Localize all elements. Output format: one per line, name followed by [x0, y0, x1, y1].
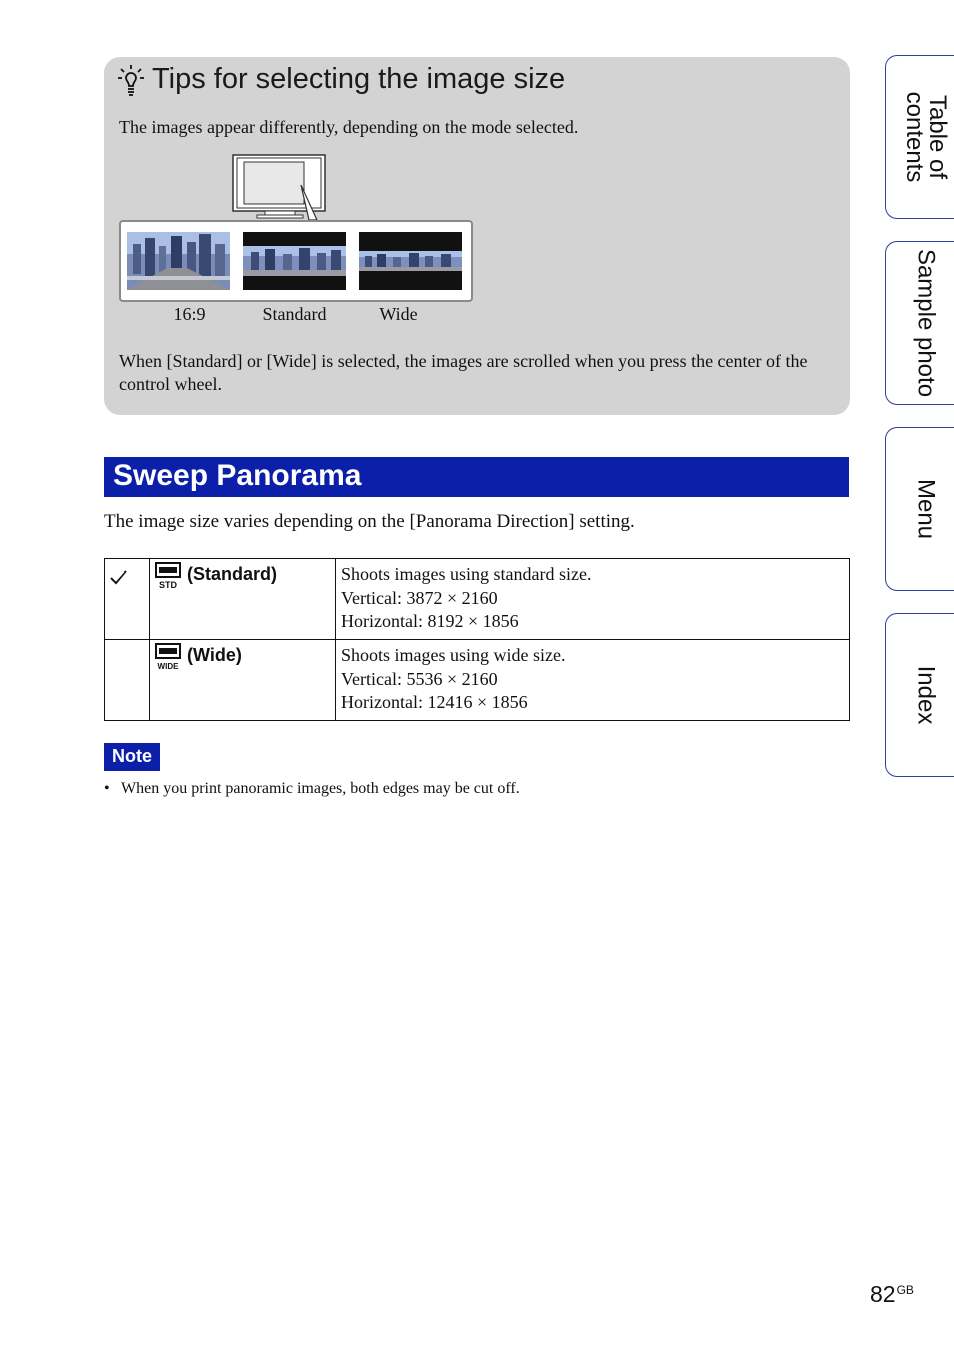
desc-line: Shoots images using standard size. — [341, 564, 592, 584]
panorama-std-icon-text: STD — [159, 580, 177, 590]
section-intro: The image size varies depending on the [Panorama Direction] setting. — [104, 511, 635, 532]
mode-description — [336, 640, 850, 721]
tab-menu[interactable] — [885, 427, 954, 591]
page-number-value: 82 — [870, 1281, 896, 1307]
mode-cell — [150, 559, 336, 640]
thumb-label-16-9: 16:9 — [173, 304, 206, 324]
thumb-label-standard: Standard — [262, 304, 327, 324]
thumb-label-wide: Wide — [379, 304, 418, 324]
desc-line: Horizontal: 12416 × 1856 — [341, 692, 528, 712]
desc-line: Vertical: 3872 × 2160 — [341, 587, 498, 608]
default-cell — [105, 640, 150, 721]
default-cell — [105, 559, 150, 640]
tab-label: Menu — [912, 478, 939, 540]
thumbnails-box — [119, 220, 473, 302]
tab-table-of-contents[interactable] — [885, 55, 954, 219]
table-row — [105, 559, 850, 640]
mode-description — [336, 559, 850, 640]
panorama-wide-icon-text: WIDE — [157, 662, 179, 671]
note-badge: Note — [104, 743, 160, 771]
desc-line: Shoots images using wide size. — [341, 645, 566, 665]
thumb-16-9 — [127, 232, 230, 290]
tab-label: Table of contents — [900, 91, 951, 183]
default-check-icon — [109, 567, 129, 587]
mode-cell — [150, 640, 336, 721]
tab-label: Index — [912, 665, 939, 725]
thumb-standard — [243, 232, 346, 290]
panorama-std-icon — [155, 562, 181, 590]
note-item — [104, 780, 520, 798]
page-number-suffix: GB — [896, 1283, 914, 1297]
thumb-wide — [359, 232, 462, 290]
lightbulb-icon — [118, 64, 144, 96]
desc-line: Horizontal: 8192 × 1856 — [341, 611, 519, 631]
tab-label: Sample photo — [912, 248, 939, 398]
tab-sample-photo[interactable] — [885, 241, 954, 405]
tab-index[interactable] — [885, 613, 954, 777]
tips-note: When [Standard] or [Wide] is selected, the images are scrolled when you press the center of the control wheel. — [119, 351, 808, 394]
tv-icon — [231, 153, 331, 223]
tips-title-text: Tips for selecting the image size — [152, 63, 566, 95]
tips-box — [104, 57, 850, 415]
mode-name-wide: (Wide) — [187, 645, 242, 665]
desc-line: Vertical: 5536 × 2160 — [341, 668, 498, 689]
bullet: • — [104, 780, 110, 797]
tips-intro: The images appear differently, depending on the mode selected. — [119, 117, 579, 137]
section-heading: Sweep Panorama — [104, 457, 849, 497]
tips-title — [118, 63, 565, 96]
table-row — [105, 640, 850, 721]
note-text: When you print panoramic images, both edges may be cut off. — [121, 780, 520, 797]
mode-name-standard: (Standard) — [187, 564, 277, 584]
page-number — [870, 1281, 914, 1308]
mode-table — [104, 558, 850, 721]
panorama-wide-icon — [155, 643, 181, 671]
